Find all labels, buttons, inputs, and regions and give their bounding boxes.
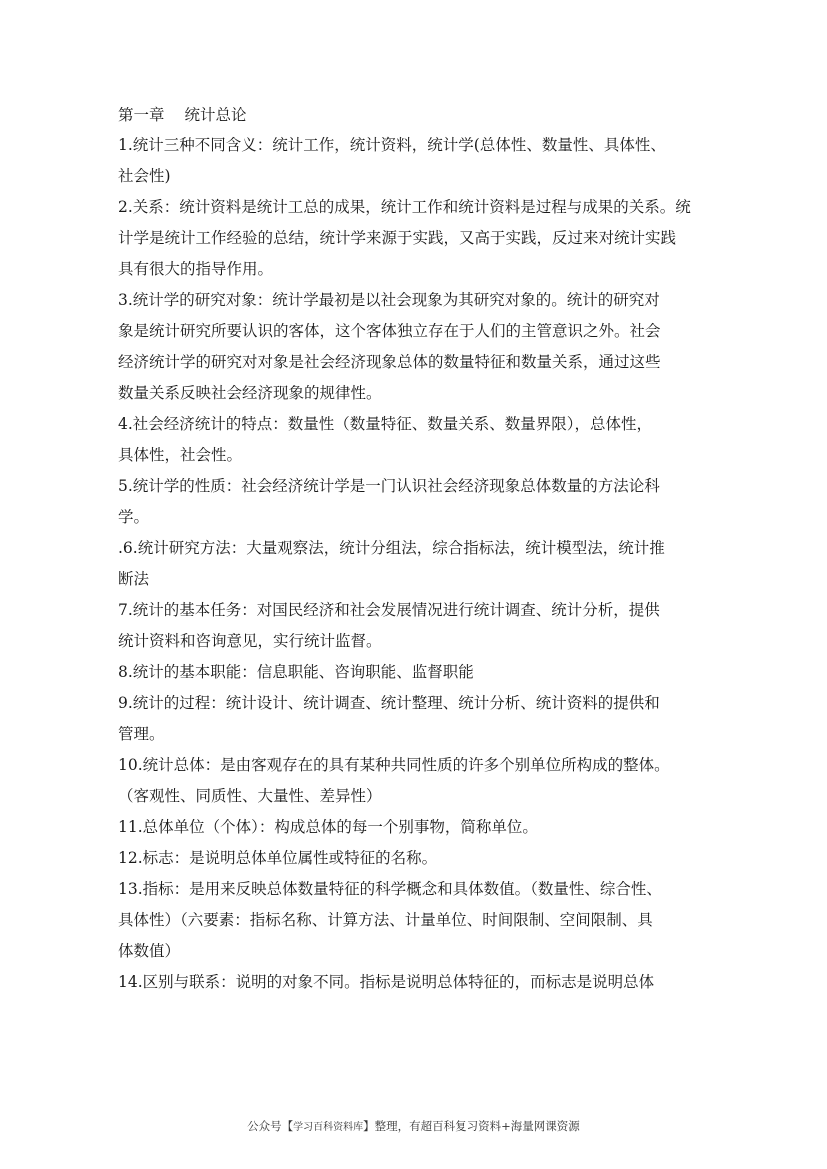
- footer-prefix: 公众号【: [247, 1119, 294, 1133]
- list-item: [118, 595, 718, 657]
- item-line: 1.统计三种不同含义：统计工作，统计资料，统计学(总体性、数量性、具体性、: [118, 136, 666, 154]
- item-line: 14.区别与联系：说明的对象不同。指标是说明总体特征的，而标志是说明总体: [118, 973, 655, 991]
- list-item: [118, 874, 718, 967]
- item-line: 11.总体单位（个体）：构成总体的每一个别事物，简称单位。: [118, 818, 538, 836]
- list-item: [118, 750, 718, 812]
- item-line: 社会性): [118, 167, 171, 185]
- footer-brand: 学习百科资料库: [293, 1122, 364, 1133]
- item-line: 13.指标：是用来反映总体数量特征的科学概念和具体数值。（数量性、综合性、: [118, 880, 662, 898]
- item-line: 断法: [118, 570, 150, 588]
- item-line: 具有很大的指导作用。: [118, 260, 274, 278]
- item-line: .6.统计研究方法：大量观察法，统计分组法，综合指标法，统计模型法，统计推: [118, 539, 665, 557]
- list-item: [118, 688, 718, 750]
- item-line: 5.统计学的性质：社会经济统计学是一门认识社会经济现象总体数量的方法论科: [118, 477, 660, 495]
- item-line: 数量关系反映社会经济现象的规律性。: [118, 384, 382, 402]
- list-item: [118, 967, 718, 998]
- item-line: 8.统计的基本职能：信息职能、咨询职能、监督职能: [118, 663, 474, 681]
- list-item: [118, 285, 718, 409]
- item-line: 7.统计的基本任务：对国民经济和社会发展情况进行统计调查、统计分析，提供: [118, 601, 660, 619]
- item-line: 3.统计学的研究对象：统计学最初是以社会现象为其研究对象的。统计的研究对: [118, 291, 660, 309]
- item-line: 具体性）（六要素：指标名称、计算方法、计量单位、时间限制、空间限制、具: [118, 911, 653, 929]
- item-line: 10.统计总体：是由客观存在的具有某种共同性质的许多个别单位所构成的整体。: [118, 756, 670, 774]
- list-item: [118, 409, 718, 471]
- chapter-heading: [118, 100, 718, 130]
- chapter-number: 第一章: [118, 106, 165, 124]
- list-item: [118, 192, 718, 285]
- item-line: 象是统计研究所要认识的客体，这个客体独立存在于人们的主管意识之外。社会: [118, 322, 661, 340]
- list-item: [118, 471, 718, 533]
- item-line: 经济统计学的研究对对象是社会经济现象总体的数量特征和数量关系，通过这些: [118, 353, 661, 371]
- item-line: 9.统计的过程：统计设计、统计调查、统计整理、统计分析、统计资料的提供和: [118, 694, 660, 712]
- document-body: [118, 100, 718, 998]
- item-line: 4.社会经济统计的特点：数量性（数量特征、数量关系、数量界限），总体性，: [118, 415, 653, 433]
- item-line: 2.关系：统计资料是统计工总的成果，统计工作和统计资料是过程与成果的关系。统: [118, 198, 691, 216]
- footer-note: [0, 1118, 827, 1136]
- list-item: [118, 812, 718, 843]
- item-line: 统计资料和咨询意见，实行统计监督。: [118, 632, 382, 650]
- item-line: 体数值）: [118, 942, 181, 960]
- list-item: [118, 657, 718, 688]
- list-item: [118, 533, 718, 595]
- item-line: 具体性，社会性。: [118, 446, 243, 464]
- footer-suffix: 】整理，有超百科复习资料+海量网课资源: [363, 1119, 580, 1133]
- item-line: 管理。: [118, 725, 165, 743]
- item-line: 学。: [118, 508, 150, 526]
- item-list: [118, 130, 718, 998]
- item-line: 12.标志：是说明总体单位属性或特征的名称。: [118, 849, 438, 867]
- item-line: 计学是统计工作经验的总结，统计学来源于实践，又高于实践，反过来对统计实践: [118, 229, 677, 247]
- list-item: [118, 130, 718, 192]
- item-line: （客观性、同质性、大量性、差异性）: [118, 787, 382, 805]
- list-item: [118, 843, 718, 874]
- chapter-title: 统计总论: [184, 106, 247, 124]
